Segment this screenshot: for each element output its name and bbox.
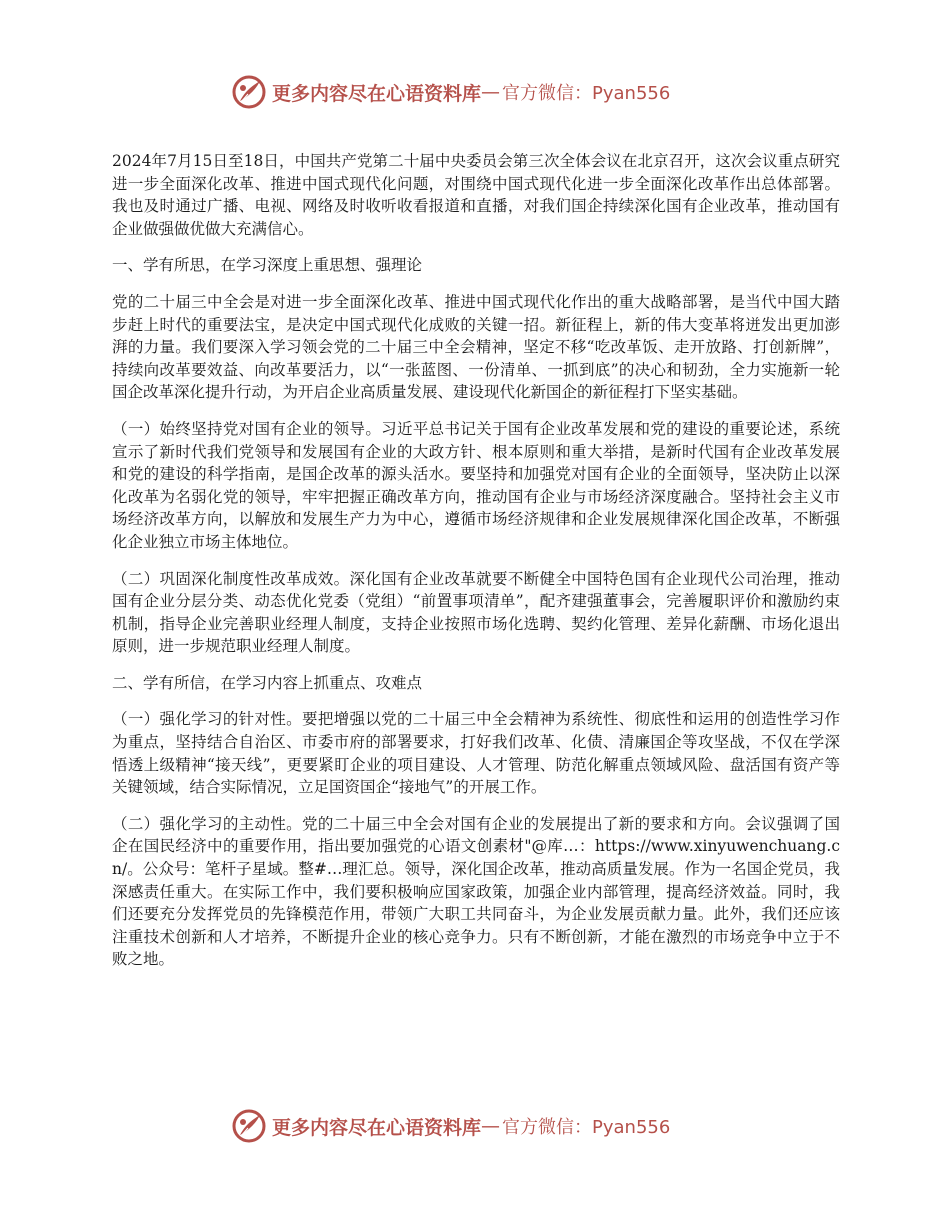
section-1-item-1: （一）始终坚持党对国有企业的领导。习近平总书记关于国有企业改革发展和党的建设的重要论述，系统宣示了新时代我们党领导和发展国有企业的大政方针、根本原则和重大举措，是新时代国有企业改革发展和党的建设的科学指南，是国企改革的源头活水。要坚持和加强党对国有企业的全面领导，坚决防止以深化改革为名弱化党的领导，牢牢把握正确改革方向，推动国有企业与市场经济深度融合。坚持社会主义市场经济改革方向，以解放和发展生产力为中心，遵循市场经济规律和企业发展规律深化国企改革，不断强化企业独立市场主体地位。 [112, 419, 840, 551]
document-body [112, 150, 840, 985]
header-banner [232, 72, 732, 112]
wechat-text: 官方微信：Pyan556 [502, 83, 671, 104]
banner-separator: — [481, 1115, 501, 1137]
brand-text: 更多内容尽在心语资料库 [272, 82, 482, 105]
brand-text: 更多内容尽在心语资料库 [272, 1116, 482, 1139]
section-heading-1: 一、学有所思，在学习深度上重思想、强理论 [112, 256, 423, 275]
quill-logo-icon [232, 75, 266, 109]
section-2-item-2: （二）强化学习的主动性。党的二十届三中全会对国有企业的发展提出了新的要求和方向。会议强调了国企在国民经济中的重要作用，指出要加强党的心语文创素材"@库…：https://www.xinyuwenchuang.cn/。公众号：笔杆子星域。整#…理汇总。领导，深化国企改革，推动高质量发展。作为一名国企党员，我深感责任重大。在实际工作中，我们要积极响应国家政策，加强企业内部管理，提高经济效益。同时，我们还要充分发挥党员的先锋模范作用，带领广大职工共同奋斗，为企业发展贡献力量。此外，我们还应该注重技术创新和人才培养，不断提升企业的核心竞争力。只有不断创新，才能在激烈的市场竞争中立于不败之地。 [112, 814, 840, 969]
wechat-text: 官方微信：Pyan556 [502, 1117, 671, 1138]
quill-logo-icon [232, 1109, 266, 1143]
section-heading-2: 二、学有所信，在学习内容上抓重点、攻难点 [112, 673, 423, 692]
footer-banner [232, 1106, 732, 1146]
section-2-item-1: （一）强化学习的针对性。要把增强以党的二十届三中全会精神为系统性、彻底性和运用的创造性学习作为重点，坚持结合自治区、市委市府的部署要求，打好我们改革、化债、清廉国企等攻坚战，不仅在学深悟透上级精神“接天线”，更要紧盯企业的项目建设、人才管理、防范化解重点领域风险、盘活国有资产等关键领域，结合实际情况，立足国资国企“接地气”的开展工作。 [112, 710, 840, 797]
intro-paragraph: 2024年7月15日至18日，中国共产党第二十届中央委员会第三次全体会议在北京召开，这次会议重点研究进一步全面深化改革、推进中国式现代化问题，对围绕中国式现代化进一步全面深化改革作出总体部署。我也及时通过广播、电视、网络及时收听收看报道和直播，对我们国企持续深化国有企业改革，推动国有企业做强做优做大充满信心。 [112, 152, 840, 238]
section-1-paragraph: 党的二十届三中全会是对进一步全面深化改革、推进中国式现代化作出的重大战略部署，是当代中国大踏步赶上时代的重要法宝，是决定中国式现代化成败的关键一招。新征程上，新的伟大变革将迸发出更加澎湃的力量。我们要深入学习领会党的二十届三中全会精神，坚定不移“吃改革饭、走开放路、打创新牌”，持续向改革要效益、向改革要活力，以“一张蓝图、一份清单、一抓到底”的决心和韧劲，全力实施新一轮国企改革深化提升行动，为开启企业高质量发展、建设现代化新国企的新征程打下坚实基础。 [112, 292, 840, 402]
banner-separator: — [481, 81, 501, 103]
section-1-item-2: （二）巩固深化制度性改革成效。深化国有企业改革就要不断健全中国特色国有企业现代公司治理，推动国有企业分层分类、动态优化党委（党组）“前置事项清单”，配齐建强董事会，完善履职评价和激励约束机制，指导企业完善职业经理人制度，支持企业按照市场化选聘、契约化管理、差异化薪酬、市场化退出原则，进一步规范职业经理人制度。 [112, 569, 840, 656]
